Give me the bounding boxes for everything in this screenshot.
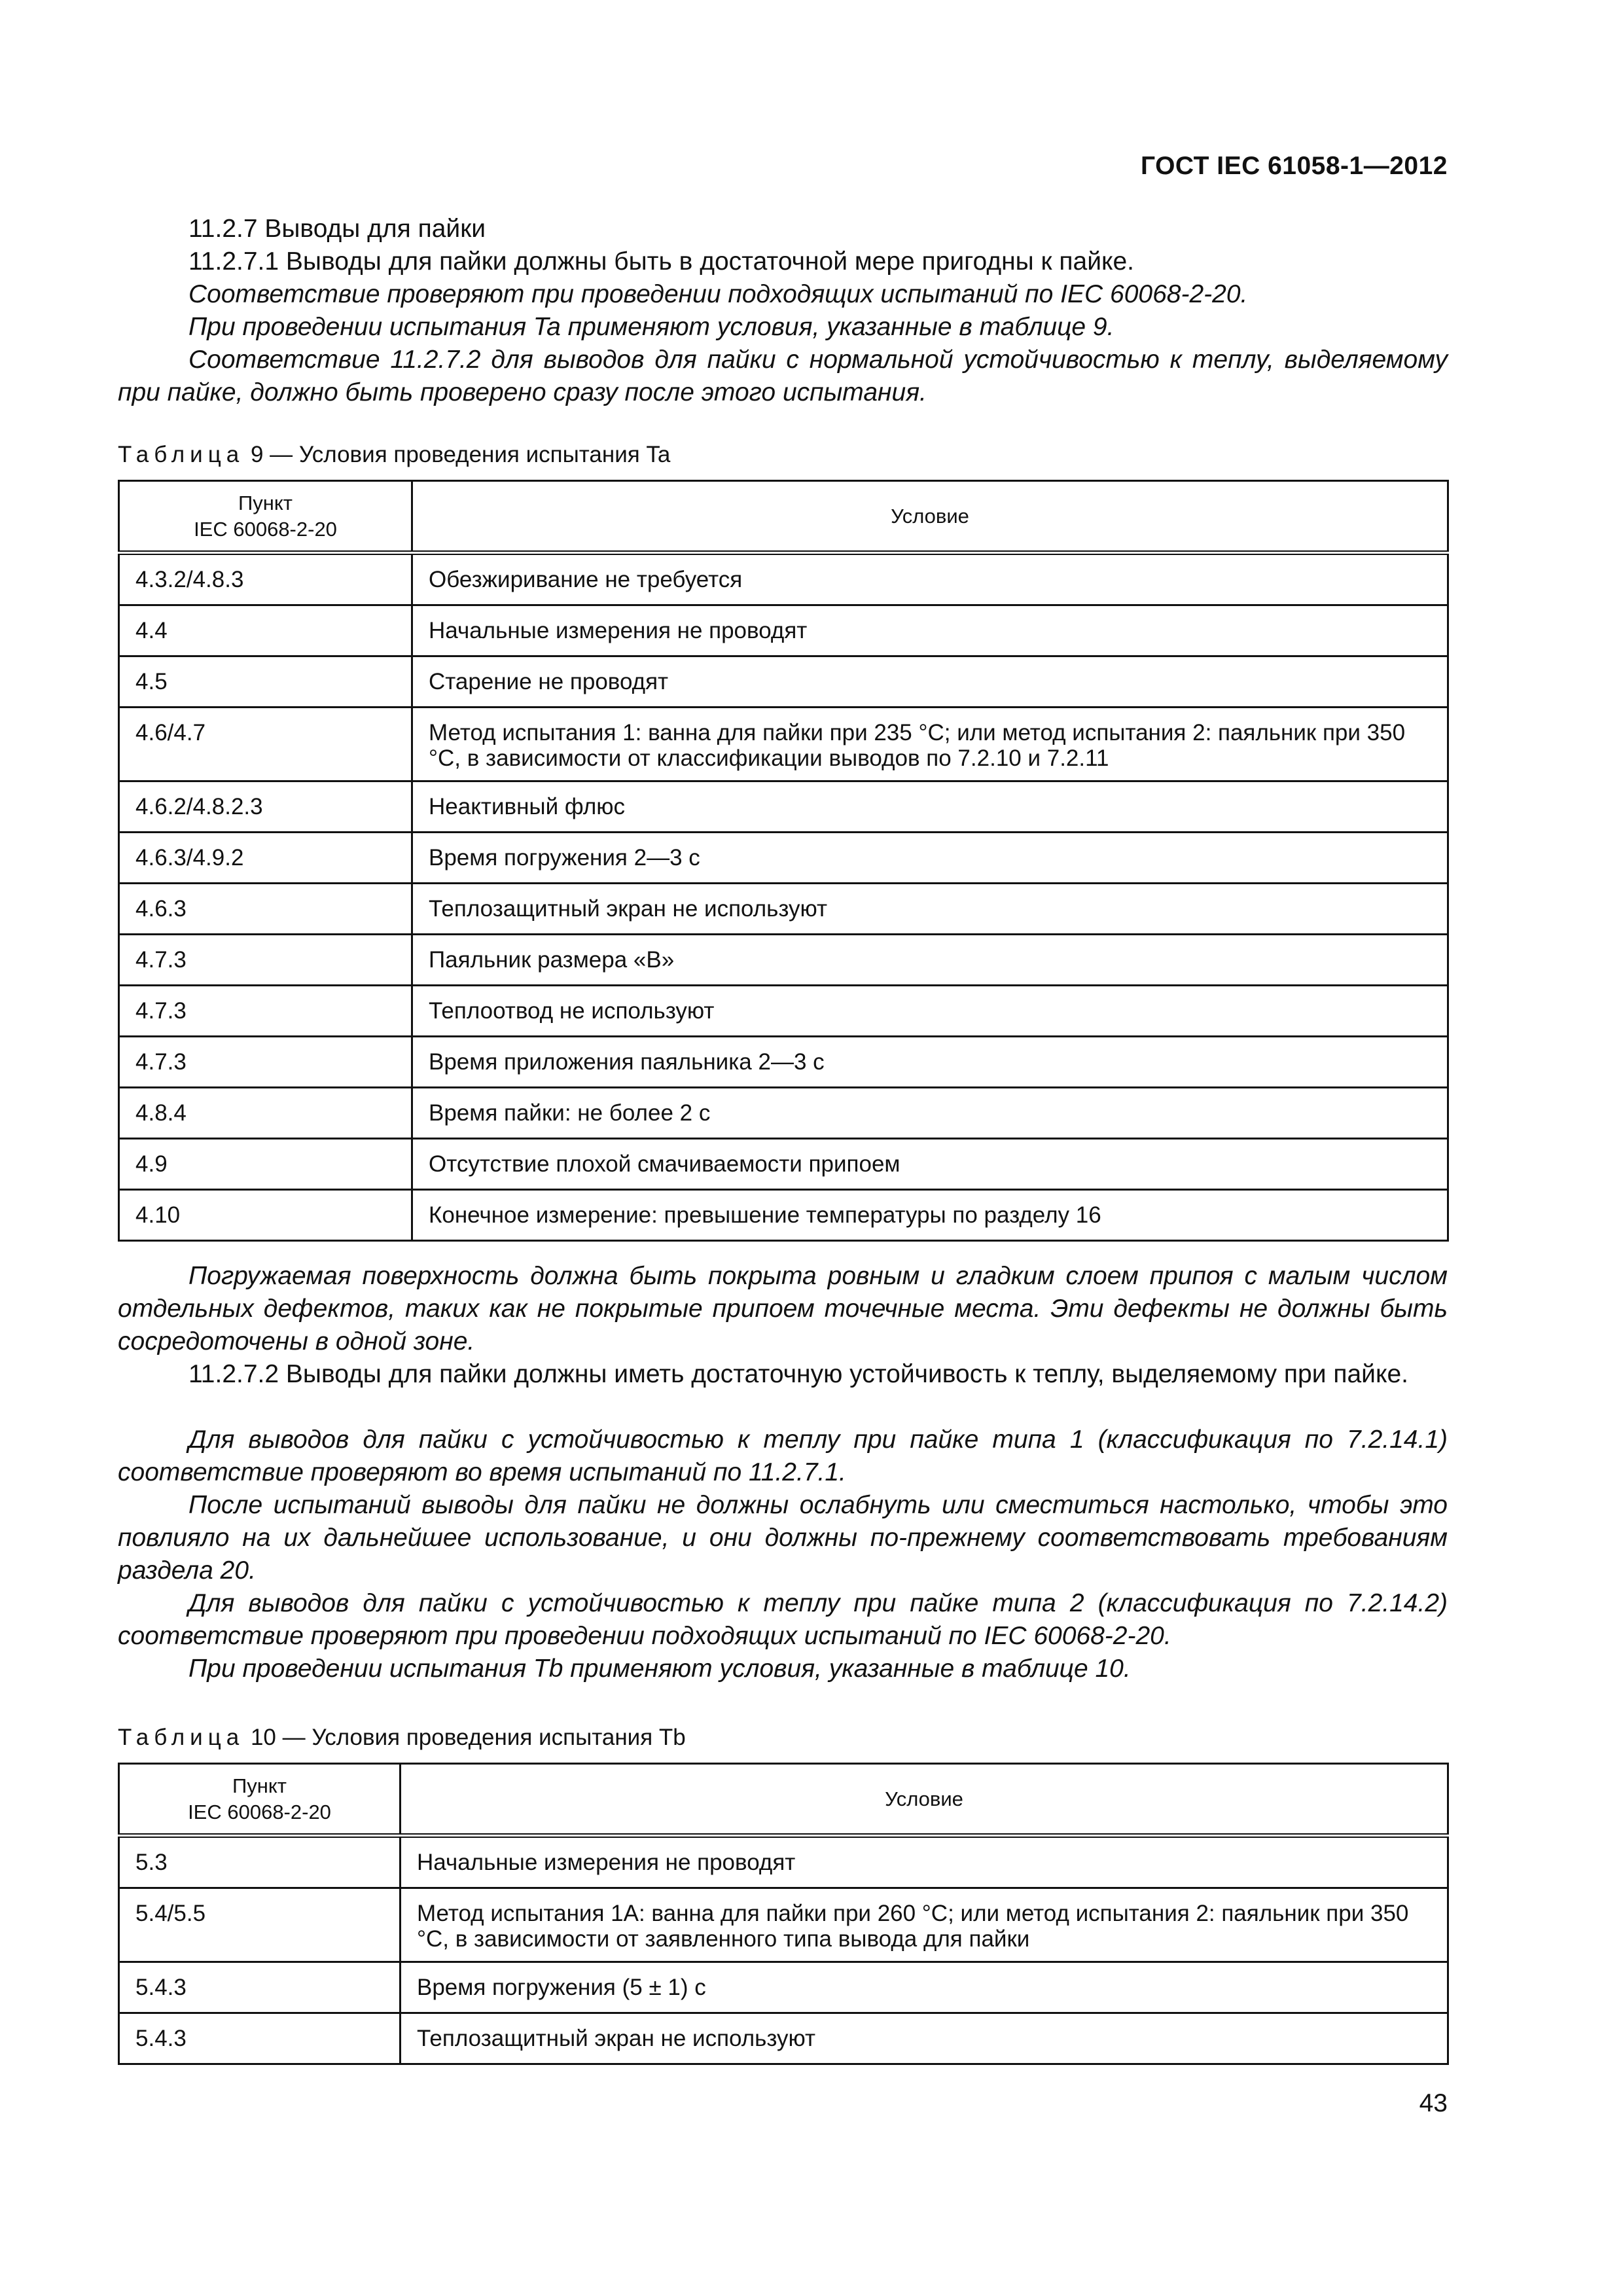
column-header-condition: Условие xyxy=(412,481,1448,553)
clause-cell: 4.9 xyxy=(119,1139,412,1190)
condition-cell: Теплозащитный экран не используют xyxy=(412,884,1448,935)
clause-cell: 4.7.3 xyxy=(119,935,412,986)
table-caption xyxy=(118,442,670,468)
paragraph-text: 11.2.7 Выводы для пайки xyxy=(188,215,486,243)
condition-cell: Метод испытания 1: ванна для пайки при 235 °C; или метод испытания 2: паяльник при 350 °C, в зависимости от классификации выводов по 7.2.10 и 7.2.11 xyxy=(412,708,1448,781)
condition-cell: Начальные измерения не проводят xyxy=(401,1836,1448,1888)
condition-cell: Метод испытания 1А: ванна для пайки при 260 °C; или метод испытания 2: паяльник при 350 °C, в зависимости от заявленного типа вывода для пайки xyxy=(401,1888,1448,1962)
clause-cell: 4.6.2/4.8.2.3 xyxy=(119,781,412,833)
table-10 xyxy=(118,1763,1449,2065)
header-line: Пункт xyxy=(238,491,293,514)
clause-cell: 4.6.3 xyxy=(119,884,412,935)
column-header-clause xyxy=(119,481,412,553)
clause-cell: 4.8.4 xyxy=(119,1088,412,1139)
clause-cell: 4.7.3 xyxy=(119,986,412,1037)
table-row xyxy=(119,553,1448,605)
clause-cell: 4.7.3 xyxy=(119,1037,412,1088)
paragraph xyxy=(118,311,1448,344)
condition-cell: Старение не проводят xyxy=(412,656,1448,708)
clause-cell: 5.3 xyxy=(119,1836,401,1888)
paragraph xyxy=(118,213,1448,245)
condition-cell: Теплозащитный экран не используют xyxy=(401,2013,1448,2064)
clause-cell: 4.5 xyxy=(119,656,412,708)
table-row xyxy=(119,1888,1448,1962)
paragraph xyxy=(118,278,1448,311)
clause-cell: 5.4/5.5 xyxy=(119,1888,401,1962)
table-row xyxy=(119,605,1448,656)
column-header-condition: Условие xyxy=(401,1764,1448,1836)
condition-cell: Теплоотвод не используют xyxy=(412,986,1448,1037)
clause-cell: 5.4.3 xyxy=(119,2013,401,2064)
header-line: IEC 60068-2-20 xyxy=(188,1800,331,1823)
table-row xyxy=(119,833,1448,884)
condition-cell: Неактивный флюс xyxy=(412,781,1448,833)
clause-cell: 4.6/4.7 xyxy=(119,708,412,781)
paragraph xyxy=(118,1653,1448,1685)
header-line: Пункт xyxy=(232,1774,287,1797)
table-caption-title: 10 — Условия проведения испытания Tb xyxy=(250,1725,686,1750)
column-header-clause xyxy=(119,1764,401,1836)
condition-cell: Отсутствие плохой смачиваемости припоем xyxy=(412,1139,1448,1190)
paragraph xyxy=(118,1358,1448,1391)
condition-cell: Время погружения (5 ± 1) с xyxy=(401,1962,1448,2013)
table-row xyxy=(119,1190,1448,1241)
paragraph-text: 11.2.7.1 Выводы для пайки должны быть в достаточной мере пригодны к пайке. xyxy=(188,247,1135,276)
table-row xyxy=(119,986,1448,1037)
condition-cell: Конечное измерение: превышение температуры по разделу 16 xyxy=(412,1190,1448,1241)
paragraph-text: Соответствие проверяют при проведении подходящих испытаний по IEC 60068-2-20. xyxy=(188,280,1248,308)
paragraph-text: Соответствие 11.2.7.2 для выводов для пайки с нормальной устойчивостью к теплу, выделяемому при пайке, должно быть проверено сразу после этого испытания. xyxy=(118,346,1448,406)
paragraph xyxy=(118,1587,1448,1653)
table-row xyxy=(119,1139,1448,1190)
paragraph xyxy=(118,344,1448,409)
table-header-row xyxy=(119,481,1448,553)
paragraph-text: Погружаемая поверхность должна быть покрыта ровным и гладким слоем припоя с малым числом отдельных дефектов, таких как не покрытые припоем точечные места. Эти дефекты не должны быть сосредоточены в одной зоне. xyxy=(118,1262,1448,1355)
paragraph xyxy=(118,1424,1448,1489)
paragraph-text: Для выводов для пайки с устойчивостью к теплу при пайке типа 2 (классификация по 7.2.14.2) соответствие проверяют при проведении подходящих испытаний по IEC 60068-2-20. xyxy=(118,1589,1448,1650)
table-caption-title: 9 — Условия проведения испытания Ta xyxy=(250,442,671,467)
table-caption xyxy=(118,1725,686,1751)
condition-cell: Время погружения 2—3 с xyxy=(412,833,1448,884)
condition-cell: Время приложения паяльника 2—3 с xyxy=(412,1037,1448,1088)
table-row xyxy=(119,1962,1448,2013)
table-row xyxy=(119,2013,1448,2064)
clause-cell: 4.3.2/4.8.3 xyxy=(119,553,412,605)
table-row xyxy=(119,1836,1448,1888)
paragraph xyxy=(118,245,1448,278)
clause-cell: 5.4.3 xyxy=(119,1962,401,2013)
condition-cell: Время пайки: не более 2 с xyxy=(412,1088,1448,1139)
table-row xyxy=(119,1037,1448,1088)
table-row xyxy=(119,935,1448,986)
paragraph xyxy=(118,1260,1448,1358)
header-line: IEC 60068-2-20 xyxy=(194,517,337,541)
table-row xyxy=(119,781,1448,833)
condition-cell: Начальные измерения не проводят xyxy=(412,605,1448,656)
clause-cell: 4.6.3/4.9.2 xyxy=(119,833,412,884)
table-9 xyxy=(118,480,1449,1242)
paragraph-text: При проведении испытания Tb применяют условия, указанные в таблице 10. xyxy=(188,1655,1131,1683)
table-row xyxy=(119,1088,1448,1139)
paragraph-text: После испытаний выводы для пайки не должны ослабнуть или сместиться настолько, чтобы это повлияло на их дальнейшее использование, и они должны по-прежнему соответствовать требованиям раздела 20. xyxy=(118,1491,1448,1585)
table-row xyxy=(119,884,1448,935)
page-number: 43 xyxy=(1419,2089,1448,2117)
paragraph-text: Для выводов для пайки с устойчивостью к теплу при пайке типа 1 (классификация по 7.2.14.1) соответствие проверяют во время испытаний по 11.2.7.1. xyxy=(118,1426,1448,1486)
condition-cell: Обезжиривание не требуется xyxy=(412,553,1448,605)
table-row xyxy=(119,656,1448,708)
document-code: ГОСТ IEC 61058-1—2012 xyxy=(1140,152,1448,180)
table-row xyxy=(119,708,1448,781)
paragraph-text: При проведении испытания Ta применяют условия, указанные в таблице 9. xyxy=(188,313,1115,341)
table-caption-word: Таблица xyxy=(118,1725,245,1750)
table-caption-word: Таблица xyxy=(118,442,245,467)
paragraph-text: 11.2.7.2 Выводы для пайки должны иметь достаточную устойчивость к теплу, выделяемому при пайке. xyxy=(188,1360,1408,1388)
table-header-row xyxy=(119,1764,1448,1836)
paragraph xyxy=(118,1489,1448,1587)
condition-cell: Паяльник размера «В» xyxy=(412,935,1448,986)
clause-cell: 4.4 xyxy=(119,605,412,656)
clause-cell: 4.10 xyxy=(119,1190,412,1241)
